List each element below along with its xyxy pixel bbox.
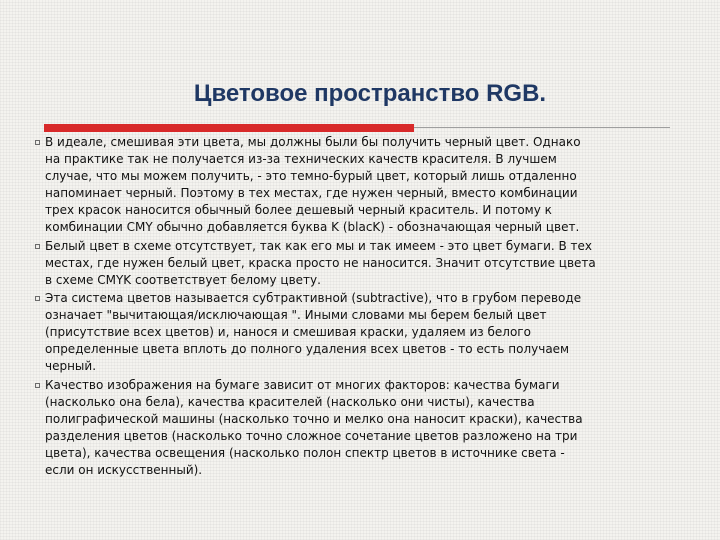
bullet-paragraph — [35, 238, 667, 289]
square-bullet-icon — [35, 244, 40, 249]
paragraph-text: В идеале, смешивая эти цвета, мы должны были бы получить черный цвет. Однако на практике так не получается из-за технических качеств красителя. В лучшем случае, что мы можем получить, - это темно-бурый цвет, который лишь отдаленно напоминает черный. Поэтому в тех местах, где нужен черный, вместо комбинации трех красок наносится обычный более дешевый черный краситель. И потому к комбинации CMY обычно добавляется буква K (blacK) - обозначающая черный цвет. — [45, 135, 581, 234]
bullet-paragraph — [35, 290, 667, 375]
square-bullet-icon — [35, 296, 40, 301]
bullet-paragraph — [35, 134, 667, 236]
slide-title: Цветовое пространство RGB. — [193, 80, 547, 107]
title-underline-accent — [44, 124, 414, 132]
paragraph-text: Качество изображения на бумаге зависит от многих факторов: качества бумаги (насколько она бела), качества красителей (насколько они чисты), качества полиграфической машины (насколько точно и мелко она наносит краски), качества разделения цветов (насколько точно сложное сочетание цветов разложено на три цвета), качества освещения (насколько полон спектр цветов в источнике света - если он искусственный). — [45, 377, 583, 477]
paragraph-text: Белый цвет в схеме отсутствует, так как его мы и так имеем - это цвет бумаги. В тех местах, где нужен белый цвет, краска просто не наносится. Значит отсутствие цвета в схеме CMYK соответствует белому цвету. — [45, 238, 596, 287]
title-underline-rule — [414, 127, 670, 128]
paragraph-text: Эта система цветов называется субтрактивной (subtractive), что в грубом переводе означает "вычитающая/исключающая ". Иными словами мы берем белый цвет (присутствие всех цветов) и, нанося и смешивая краски, удаляем из белого определенные цвета вплоть до полного удаления всех цветов - то есть получаем черный. — [45, 291, 582, 373]
slide-body — [35, 134, 667, 480]
square-bullet-icon — [35, 140, 40, 145]
square-bullet-icon — [35, 383, 40, 388]
bullet-paragraph — [35, 377, 667, 479]
